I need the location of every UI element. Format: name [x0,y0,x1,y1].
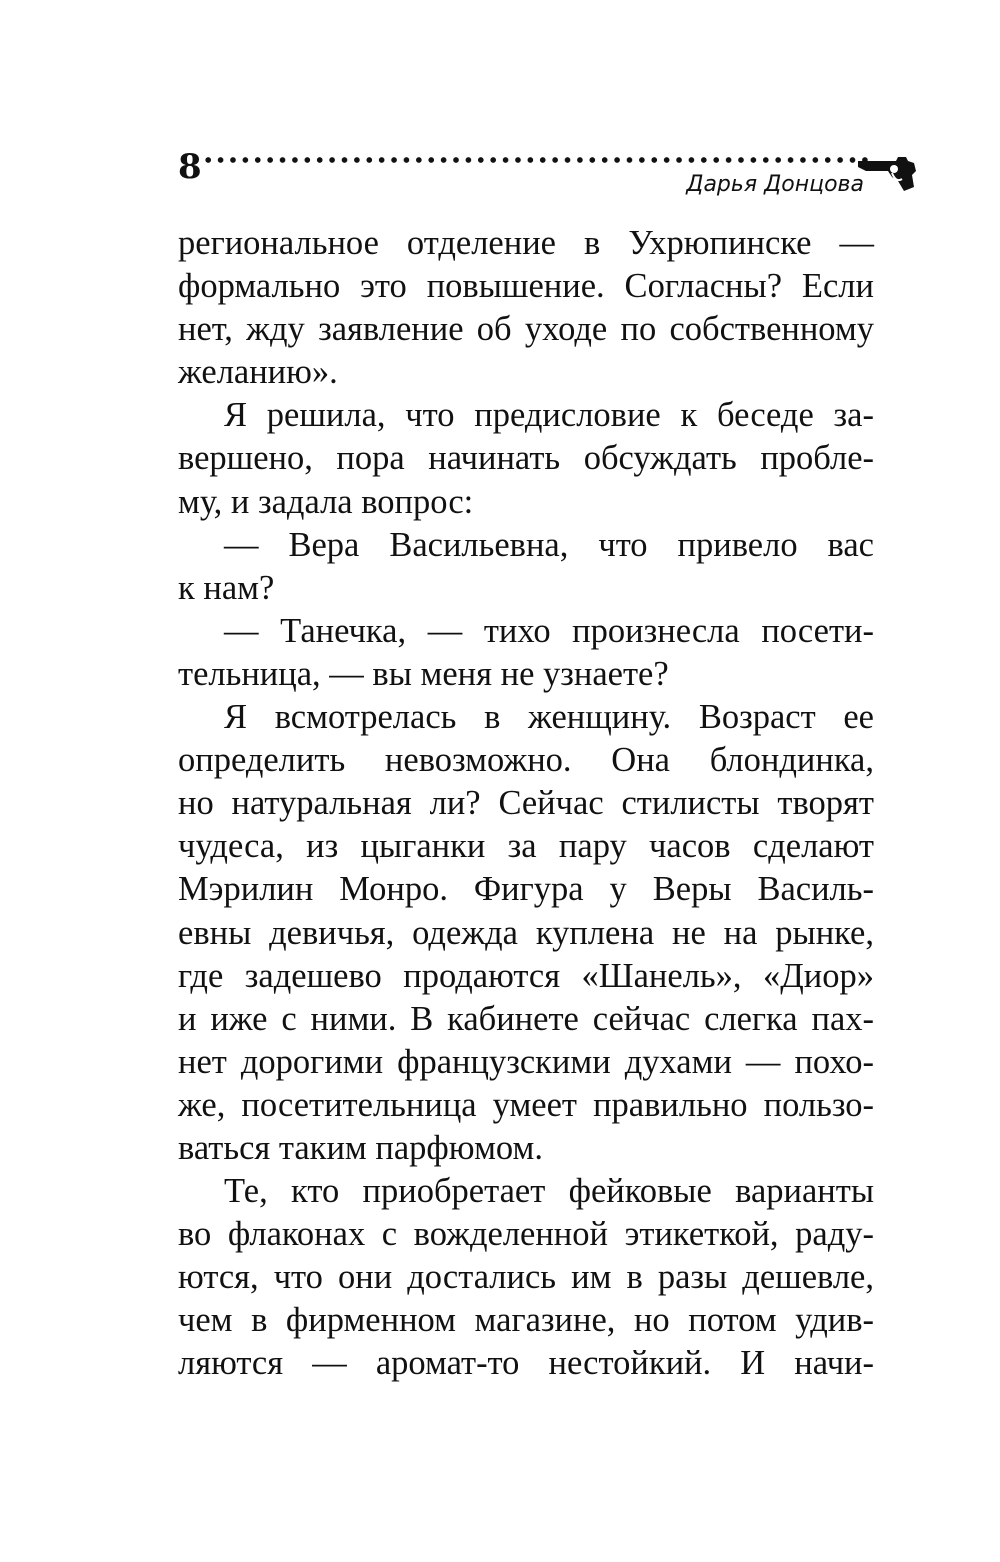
text-line: Те, кто приобретает фейковые варианты [224,1172,874,1211]
text-line: Я всмотрелась в женщину. Возраст ее [224,698,874,737]
text-line: где задешево продаются «Шанель», «Диор» [178,956,874,995]
text-line: Я решила, что предисловие к беседе за- [224,396,874,435]
text-line: вершено, пора начинать обсуждать пробле- [178,439,874,478]
text-line: формально это повышение. Согласны? Если [178,267,874,306]
text-line: же, посетительница умеет правильно пользо- [178,1085,874,1124]
revolver-icon [858,147,918,191]
text-line: к нам? [178,568,275,607]
text-line: но натуральная ли? Сейчас стилисты творят [178,784,874,823]
page-header [178,143,926,203]
text-line: ваться таким парфюмом. [178,1128,543,1167]
body-text [178,222,874,1386]
text-line: нет дорогими французскими духами — похо- [178,1042,874,1081]
text-line: тельница, — вы меня не узнаете? [178,654,669,693]
text-line: евны девичья, одежда куплена не на рынке, [178,913,874,952]
text-line: чем в фирменном магазине, но потом удив- [178,1301,874,1340]
text-line: нет, жду заявление об уходе по собственному [178,310,874,349]
dotted-rule [202,155,870,165]
running-author: Дарья Донцова [686,172,864,197]
text-line: чудеса, из цыганки за пару часов сделают [178,827,874,866]
text-line: региональное отделение в Ухрюпинске — [178,224,874,262]
text-line: му, и задала вопрос: [178,482,474,521]
text-line: и иже с ними. В кабинете сейчас слегка пах- [178,999,874,1038]
text-line: — Танечка, — тихо произнесла посети- [224,611,874,650]
text-line: ются, что они достались им в разы дешевле, [178,1258,874,1297]
text-line: ляются — аромат-то нестойкий. И начи- [178,1344,874,1383]
text-line: — Вера Васильевна, что привело вас [224,525,874,564]
page-number: 8 [178,147,202,187]
text-line: определить невозможно. Она блондинка, [178,741,874,780]
text-line: Мэрилин Монро. Фигура у Веры Василь- [178,870,874,909]
text-line: желанию». [178,353,338,392]
text-line: во флаконах с вожделенной этикеткой, раду- [178,1215,874,1254]
